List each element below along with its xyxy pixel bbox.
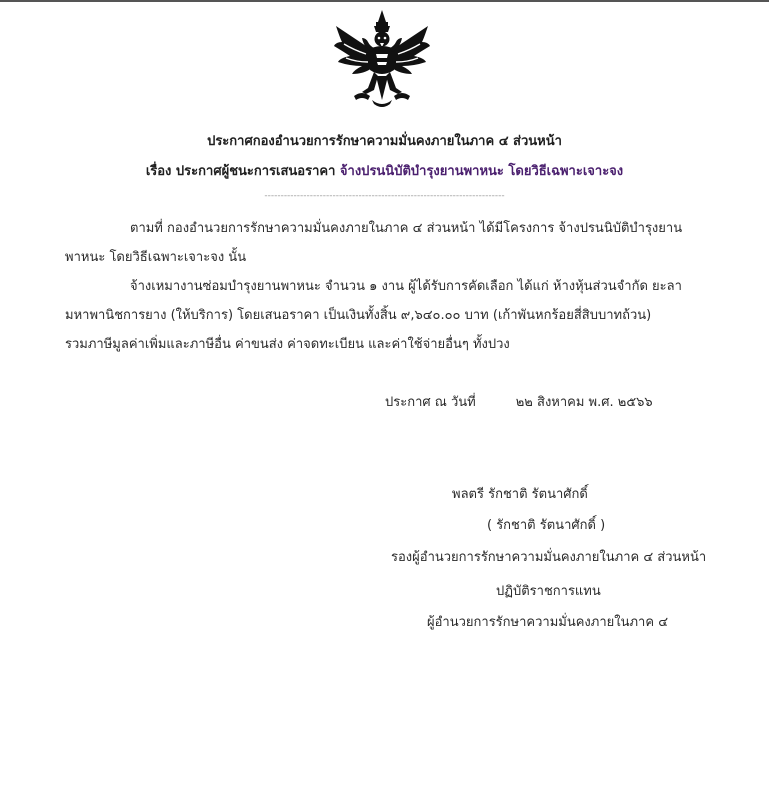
signer-acting: ปฏิบัติราชการแทน — [496, 584, 601, 599]
document-title: ประกาศกองอำนวยการรักษาความมั่นคงภายในภาค ๔ ส่วนหน้า — [207, 134, 562, 149]
garuda-emblem-icon — [332, 8, 432, 112]
divider-line: -------------------------------------------------------------------------- — [264, 191, 505, 201]
signer-position: รองผู้อำนวยการรักษาความมั่นคงภายในภาค ๔ ส่วนหน้า — [391, 550, 707, 565]
signer-on-behalf-of: ผู้อำนวยการรักษาความมั่นคงภายในภาค ๔ — [427, 615, 669, 630]
subject-prefix: เรื่อง ประกาศผู้ชนะการเสนอราคา — [145, 164, 336, 179]
paragraph-2-line-1: จ้างเหมางานซ่อมบำรุงยานพาหนะ จำนวน ๑ งาน ผู้ได้รับการคัดเลือก ได้แก่ ห้างหุ้นส่วนจำกัด ยะลา — [130, 279, 682, 294]
paragraph-1-line-2: พาหนะ โดยวิธีเฉพาะเจาะจง นั้น — [65, 250, 247, 265]
signer-signed-name: พลตรี รักชาติ รัตนาศักดิ์ — [452, 487, 588, 502]
document-subject — [0, 160, 769, 181]
paragraph-1-line-1: ตามที่ กองอำนวยการรักษาความมั่นคงภายในภาค ๔ ส่วนหน้า ได้มีโครงการ จ้างปรนนิบัติบำรุงยาน — [130, 221, 683, 236]
paragraph-2-line-2: มหาพานิชการยาง (ให้บริการ) โดยเสนอราคา เป็นเงินทั้งสิ้น ๙,๖๔๐.๐๐ บาท (เก้าพันหกร้อยสี่สิบบาทถ้วน) — [65, 308, 652, 323]
signer-printed-name: ( รักชาติ รัตนาศักดิ์ ) — [487, 518, 606, 533]
top-border — [0, 0, 769, 2]
paragraph-2-line-3: รวมภาษีมูลค่าเพิ่มและภาษีอื่น ค่าขนส่ง ค่าจดทะเบียน และค่าใช้จ่ายอื่นๆ ทั้งปวง — [65, 337, 510, 352]
subject-highlight: จ้างปรนนิบัติบำรุงยานพาหนะ โดยวิธีเฉพาะเจาะจง — [339, 164, 624, 179]
announcement-date: ๒๒ สิงหาคม พ.ศ. ๒๕๖๖ — [515, 395, 653, 410]
announcement-label: ประกาศ ณ วันที่ — [385, 395, 476, 410]
announcement-date-line — [385, 391, 653, 412]
